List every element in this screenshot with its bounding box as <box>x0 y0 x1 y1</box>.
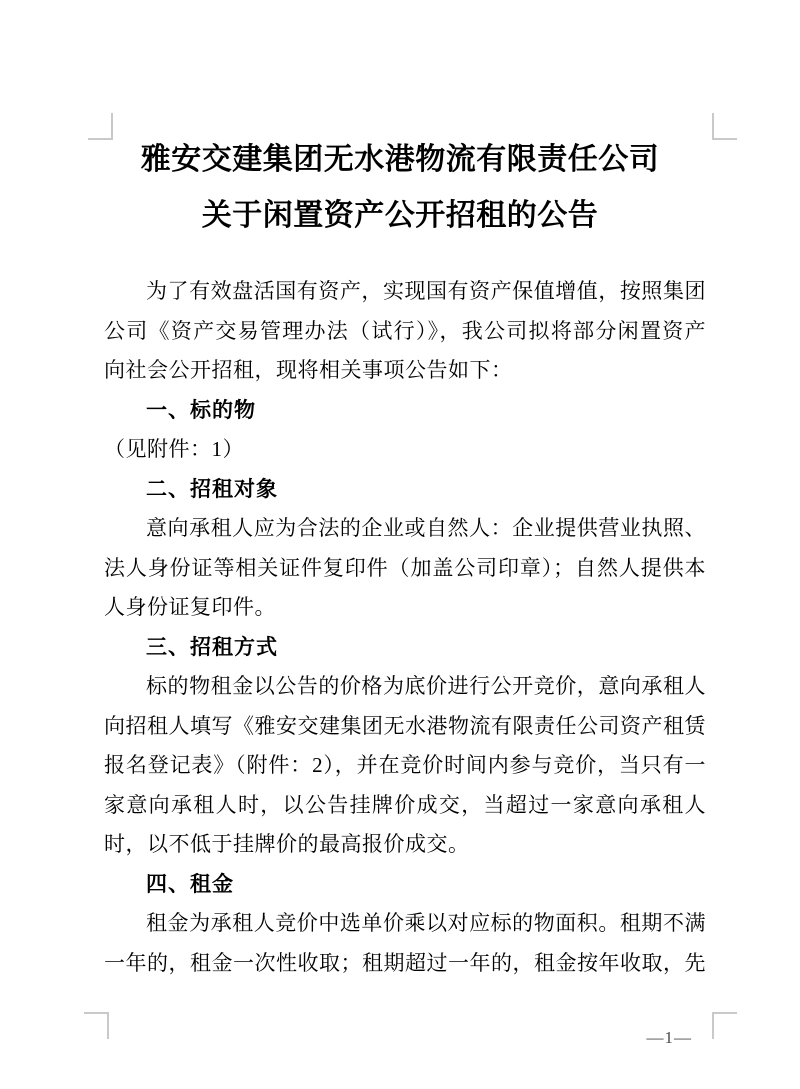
section-3-body: 标的物租金以公告的价格为底价进行公开竞价，意向承租人向招租人填写《雅安交建集团无水港物流有限责任公司资产租赁报名登记表》（附件：2），并在竞价时间内参与竞价，当只有一家意向承租人时，以公告挂牌价成交，当超过一家意向承租人时，以不低于挂牌价的最高报价成交。 <box>104 674 706 856</box>
section-4-heading: 四、租金 <box>146 872 234 896</box>
document-title-line-1: 雅安交建集团无水港物流有限责任公司 <box>140 143 660 176</box>
margin-corner-mark-top-left <box>88 113 113 140</box>
document-title-line-2: 关于闲置资产公开招租的公告 <box>201 199 599 232</box>
margin-corner-mark-top-right <box>712 113 737 140</box>
document-body <box>104 272 706 983</box>
section-2-heading: 二、招租对象 <box>146 477 278 501</box>
document-title <box>0 0 800 244</box>
section-1-body: （见附件：1） <box>104 437 244 461</box>
section-2-body: 意向承租人应为合法的企业或自然人：企业提供营业执照、法人身份证等相关证件复印件（加盖公司印章）；自然人提供本人身份证复印件。 <box>104 516 706 619</box>
section-1-heading: 一、标的物 <box>146 398 256 422</box>
margin-corner-mark-bottom-right <box>712 1012 737 1039</box>
intro-paragraph: 为了有效盘活国有资产，实现国有资产保值增值，按照集团公司《资产交易管理办法（试行）》，我公司拟将部分闲置资产向社会公开招租，现将相关事项公告如下： <box>104 279 706 382</box>
margin-corner-mark-bottom-left <box>84 1012 109 1039</box>
section-4-body: 租金为承租人竞价中选单价乘以对应标的物面积。租期不满一年的，租金一次性收取；租期超过一年的，租金按年收取，先 <box>104 911 706 975</box>
section-3-heading: 三、招租方式 <box>146 635 278 659</box>
page-number: —1— <box>646 1028 692 1047</box>
